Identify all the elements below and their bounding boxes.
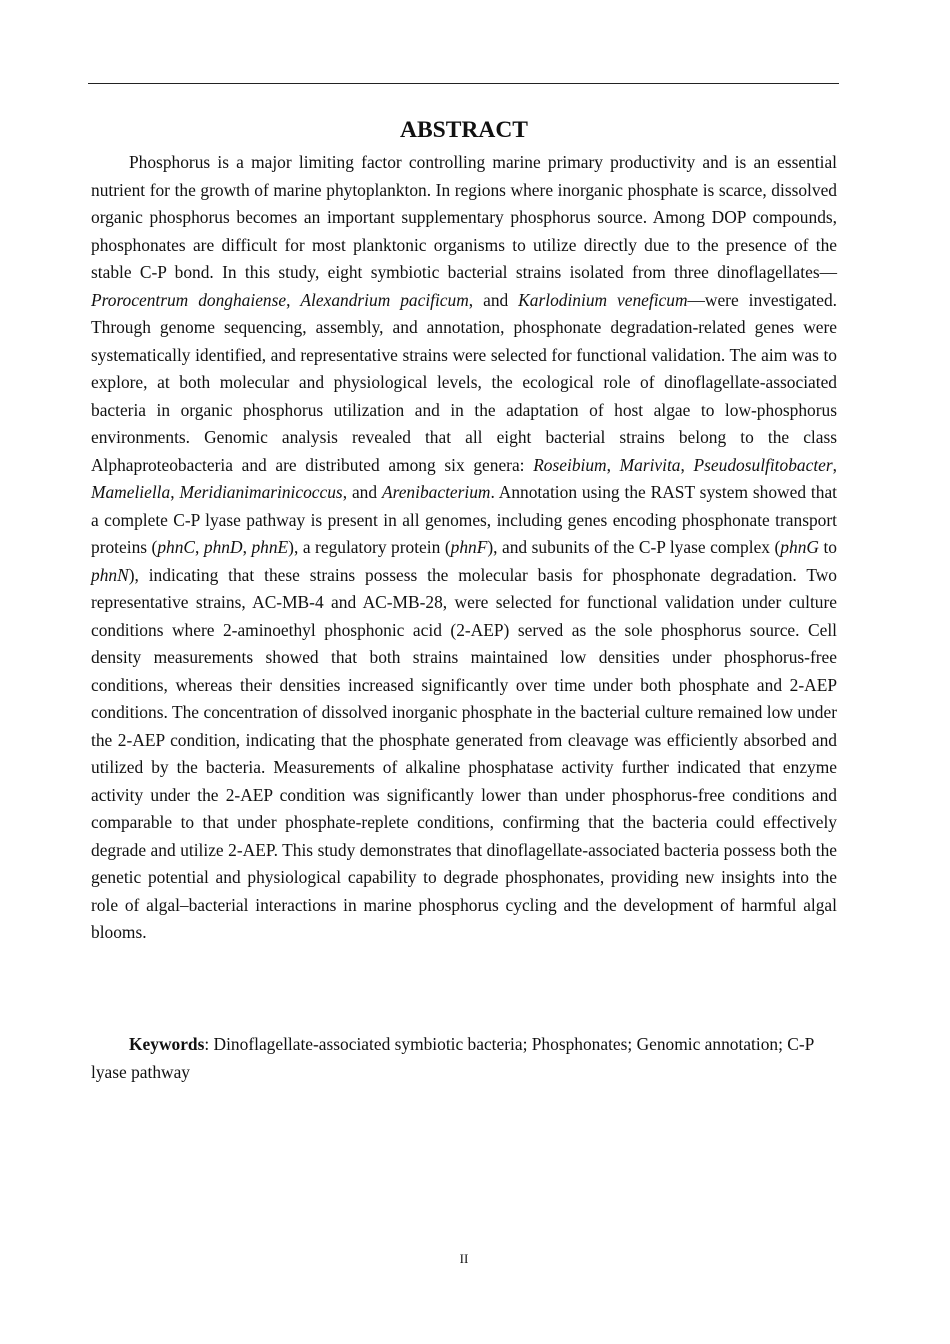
genus-name: Roseibium bbox=[533, 454, 607, 475]
keywords-paragraph bbox=[91, 1030, 837, 1086]
species-name: Karlodinium veneficum bbox=[518, 289, 688, 310]
abstract-paragraph bbox=[91, 149, 837, 947]
gene-name: phnD bbox=[203, 537, 243, 557]
keywords-label: Keywords bbox=[129, 1034, 205, 1054]
abstract-text: Phosphorus is a major limiting factor controlling marine primary productivity and is an essential nutrient for the growth of marine phytoplankton. In regions where inorganic phosphate is scarce, dissolved organic phosphorus becomes an important supplementary phosphorus source. Among DOP compounds, phosphonates are difficult for most planktonic organisms to utilize directly due to the presence of the stable C-P bond. In this study, eight symbiotic bacterial strains isolated from three dinoflagellates— bbox=[91, 152, 837, 282]
abstract-text: ), indicating that these strains possess the molecular basis for phosphonate degradation. Two representative strains, AC-MB-4 and AC-MB-28, were selected for functional validation under culture conditions where 2-aminoethyl phosphonic acid (2-AEP) served as the sole phosphorus source. Cell density measurements showed that both strains maintained low densities under phosphorus-free conditions, whereas their densities increased significantly over time under both phosphate and 2-AEP conditions. The concentration of dissolved inorganic phosphate in the bacterial culture remained low under the 2-AEP condition, indicating that the phosphate generated from cleavage was efficiently absorbed and utilized by the bacteria. Measurements of alkaline phosphatase activity further indicated that enzyme activity under the 2-AEP condition was significantly lower than under phosphorus-free conditions and comparable to that under phosphate-replete conditions, confirming that the bacteria could effectively degrade and utilize 2-AEP. This study demonstrates that dinoflagellate-associated bacteria possess both the genetic potential and physiological capability to degrade phosphonates, providing new insights into the role of algal–bacterial interactions in marine phosphorus cycling and the development of harmful algal blooms. bbox=[91, 564, 837, 942]
gene-name: phnE bbox=[251, 537, 289, 557]
genus-name: Meridianimarinicoccus bbox=[179, 482, 343, 502]
abstract-text: , bbox=[286, 289, 301, 310]
page-number: II bbox=[459, 1251, 469, 1266]
gene-name: phnG bbox=[780, 537, 819, 557]
species-name: Alexandrium pacificum bbox=[300, 289, 469, 310]
keywords-text: : Dinoflagellate-associated symbiotic bacteria; Phosphonates; Genomic annotation; C-P lyase pathway bbox=[91, 1034, 814, 1082]
abstract-text: —were investigated. Through genome sequencing, assembly, and annotation, phosphonate degradation-related genes were systematically identified, and representative strains were selected for functional validation. The aim was to explore, at both molecular and physiological levels, the ecological role of dinoflagellate-associated bacteria in organic phosphorus utilization and in the adaptation of host algae to low-phosphorus environments. Genomic analysis revealed that all eight bacterial strains belong to the class Alphaproteobacteria and are distributed among six genera: bbox=[91, 289, 838, 475]
abstract-text: ), a regulatory protein ( bbox=[288, 537, 451, 557]
abstract-text: , bbox=[170, 482, 180, 502]
abstract-text: , bbox=[606, 454, 620, 475]
abstract-title: ABSTRACT bbox=[400, 117, 528, 143]
species-name: Prorocentrum donghaiense bbox=[91, 289, 287, 310]
abstract-text: , bbox=[242, 537, 252, 557]
gene-name: phnF bbox=[450, 537, 488, 557]
gene-name: phnN bbox=[91, 564, 129, 585]
genus-name: Marivita bbox=[619, 454, 681, 475]
abstract-text: , bbox=[832, 454, 837, 475]
abstract-text: to bbox=[818, 537, 838, 557]
abstract-text: . Annotation using the RAST system showed that a complete C-P lyase pathway is present in all genomes, including genes encoding phosphonate transport proteins ( bbox=[91, 482, 837, 557]
genus-name: Mameliella bbox=[91, 482, 171, 502]
abstract-text: , bbox=[680, 454, 694, 475]
abstract-text: , and bbox=[342, 482, 382, 502]
abstract-text: , bbox=[195, 537, 204, 557]
genus-name: Pseudosulfitobacter bbox=[693, 454, 833, 475]
abstract-text: , and bbox=[468, 289, 519, 310]
header-rule bbox=[88, 83, 839, 84]
abstract-text: ), and subunits of the C-P lyase complex ( bbox=[487, 537, 781, 557]
gene-name: phnC bbox=[157, 537, 196, 557]
genus-name: Arenibacterium bbox=[381, 482, 491, 502]
